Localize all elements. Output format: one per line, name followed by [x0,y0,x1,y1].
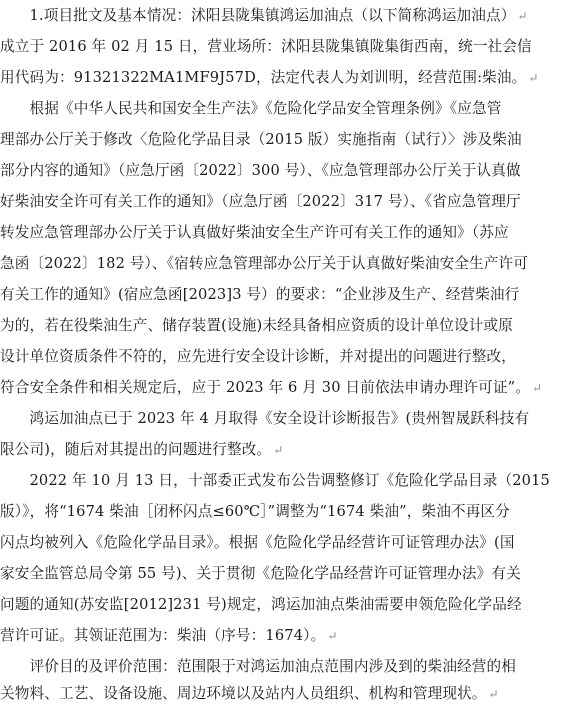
text-line: 1.项目批文及基本情况：沭阳县陇集镇鸿运加油点（以下简称鸿运加油点） ↵ [0,7,528,24]
text-line: 理部办公厅关于修改〈危险化学品目录（2015 版）实施指南（试行）〉涉及柴油 [0,131,522,148]
text-line: 问题的通知(苏安监[2012]231 号)规定，鸿运加油点柴油需要申领危险化学品经 [0,596,522,613]
text-line: 符合安全条件和相关规定后，应于 2023 年 6 月 30 日前依法申请办理许可证”。 ↵ [0,379,543,396]
paragraph-mark-icon: ↵ [327,629,338,643]
text-line: 限公司)，随后对其提出的问题进行整改。 ↵ [0,441,284,458]
text-line: 家安全监管总局令第 55 号)、关于贯彻《危险化学品经营许可证管理办法》有关 [0,565,521,582]
text-line: 部分内容的通知》（应急厅函〔2022〕300 号）、《应急管理部办公厅关于认真做 [0,162,521,179]
paragraph-mark-icon: ↵ [531,381,543,395]
text-line: 转发应急管理部办公厅关于认真做好柴油安全生产许可有关工作的通知》（苏应 [0,224,509,241]
text-line: 用代码为：91321322MA1MF9J57D，法定代表人为刘训明，经营范围:柴油。 ↵ [0,69,539,86]
text-line: 鸿运加油点已于 2023 年 4 月取得《安全设计诊断报告》(贵州智晟跃科技有 [0,410,530,427]
paragraph-mark-icon: ↵ [528,71,539,85]
text-line: 2022 年 10 月 13 日，十部委正式发布公告调整修订《危险化学品目录（2015 [0,472,550,489]
text-line: 闪点均被列入《危险化学品目录》。根据《危险化学品经营许可证管理办法》(国 [0,534,515,551]
paragraph-mark-icon: ↵ [517,9,528,23]
text-line: 根据《中华人民共和国安全生产法》《危险化学品安全管理条例》《应急管 [0,100,502,117]
text-line: 成立于 2016 年 02 月 15 日，营业场所：沭阳县陇集镇陇集街西南，统一社会信 [0,38,532,55]
text-line: 关物料、工艺、设备设施、周边环境以及站内人员组织、机构和管理现状。 ↵ [0,685,499,702]
text-line: 评价目的及评价范围：范围限于对鸿运加油点范围内涉及到的柴油经营的相 [0,658,517,675]
text-line: 营许可证。其领证范围为：柴油（序号：1674）。 ↵ [0,627,338,644]
paragraph-mark-icon: ↵ [488,687,499,701]
text-line: 版）》，将“1674 柴油［闭杯闪点≤60℃］”调整为“1674 柴油”，柴油不再区分 [0,503,510,520]
text-line: 有关工作的通知》(宿应急函[2023]3 号）的要求：“企业涉及生产、经营柴油行 [0,286,520,303]
text-line: 急函〔2022〕182 号）、《宿转应急管理部办公厅关于认真做好柴油安全生产许可 [0,255,529,272]
text-line: 设计单位资质条件不符的，应先进行安全设计诊断，并对提出的问题进行整改， [0,348,517,365]
text-line: 好柴油安全许可有关工作的通知》（应急厅函〔2022〕317 号）、《省应急管理厅 [0,193,521,210]
text-line: 为的，若在役柴油生产、储存装置(设施)未经具备相应资质的设计单位设计或原 [0,317,513,334]
paragraph-mark-icon: ↵ [273,443,284,457]
